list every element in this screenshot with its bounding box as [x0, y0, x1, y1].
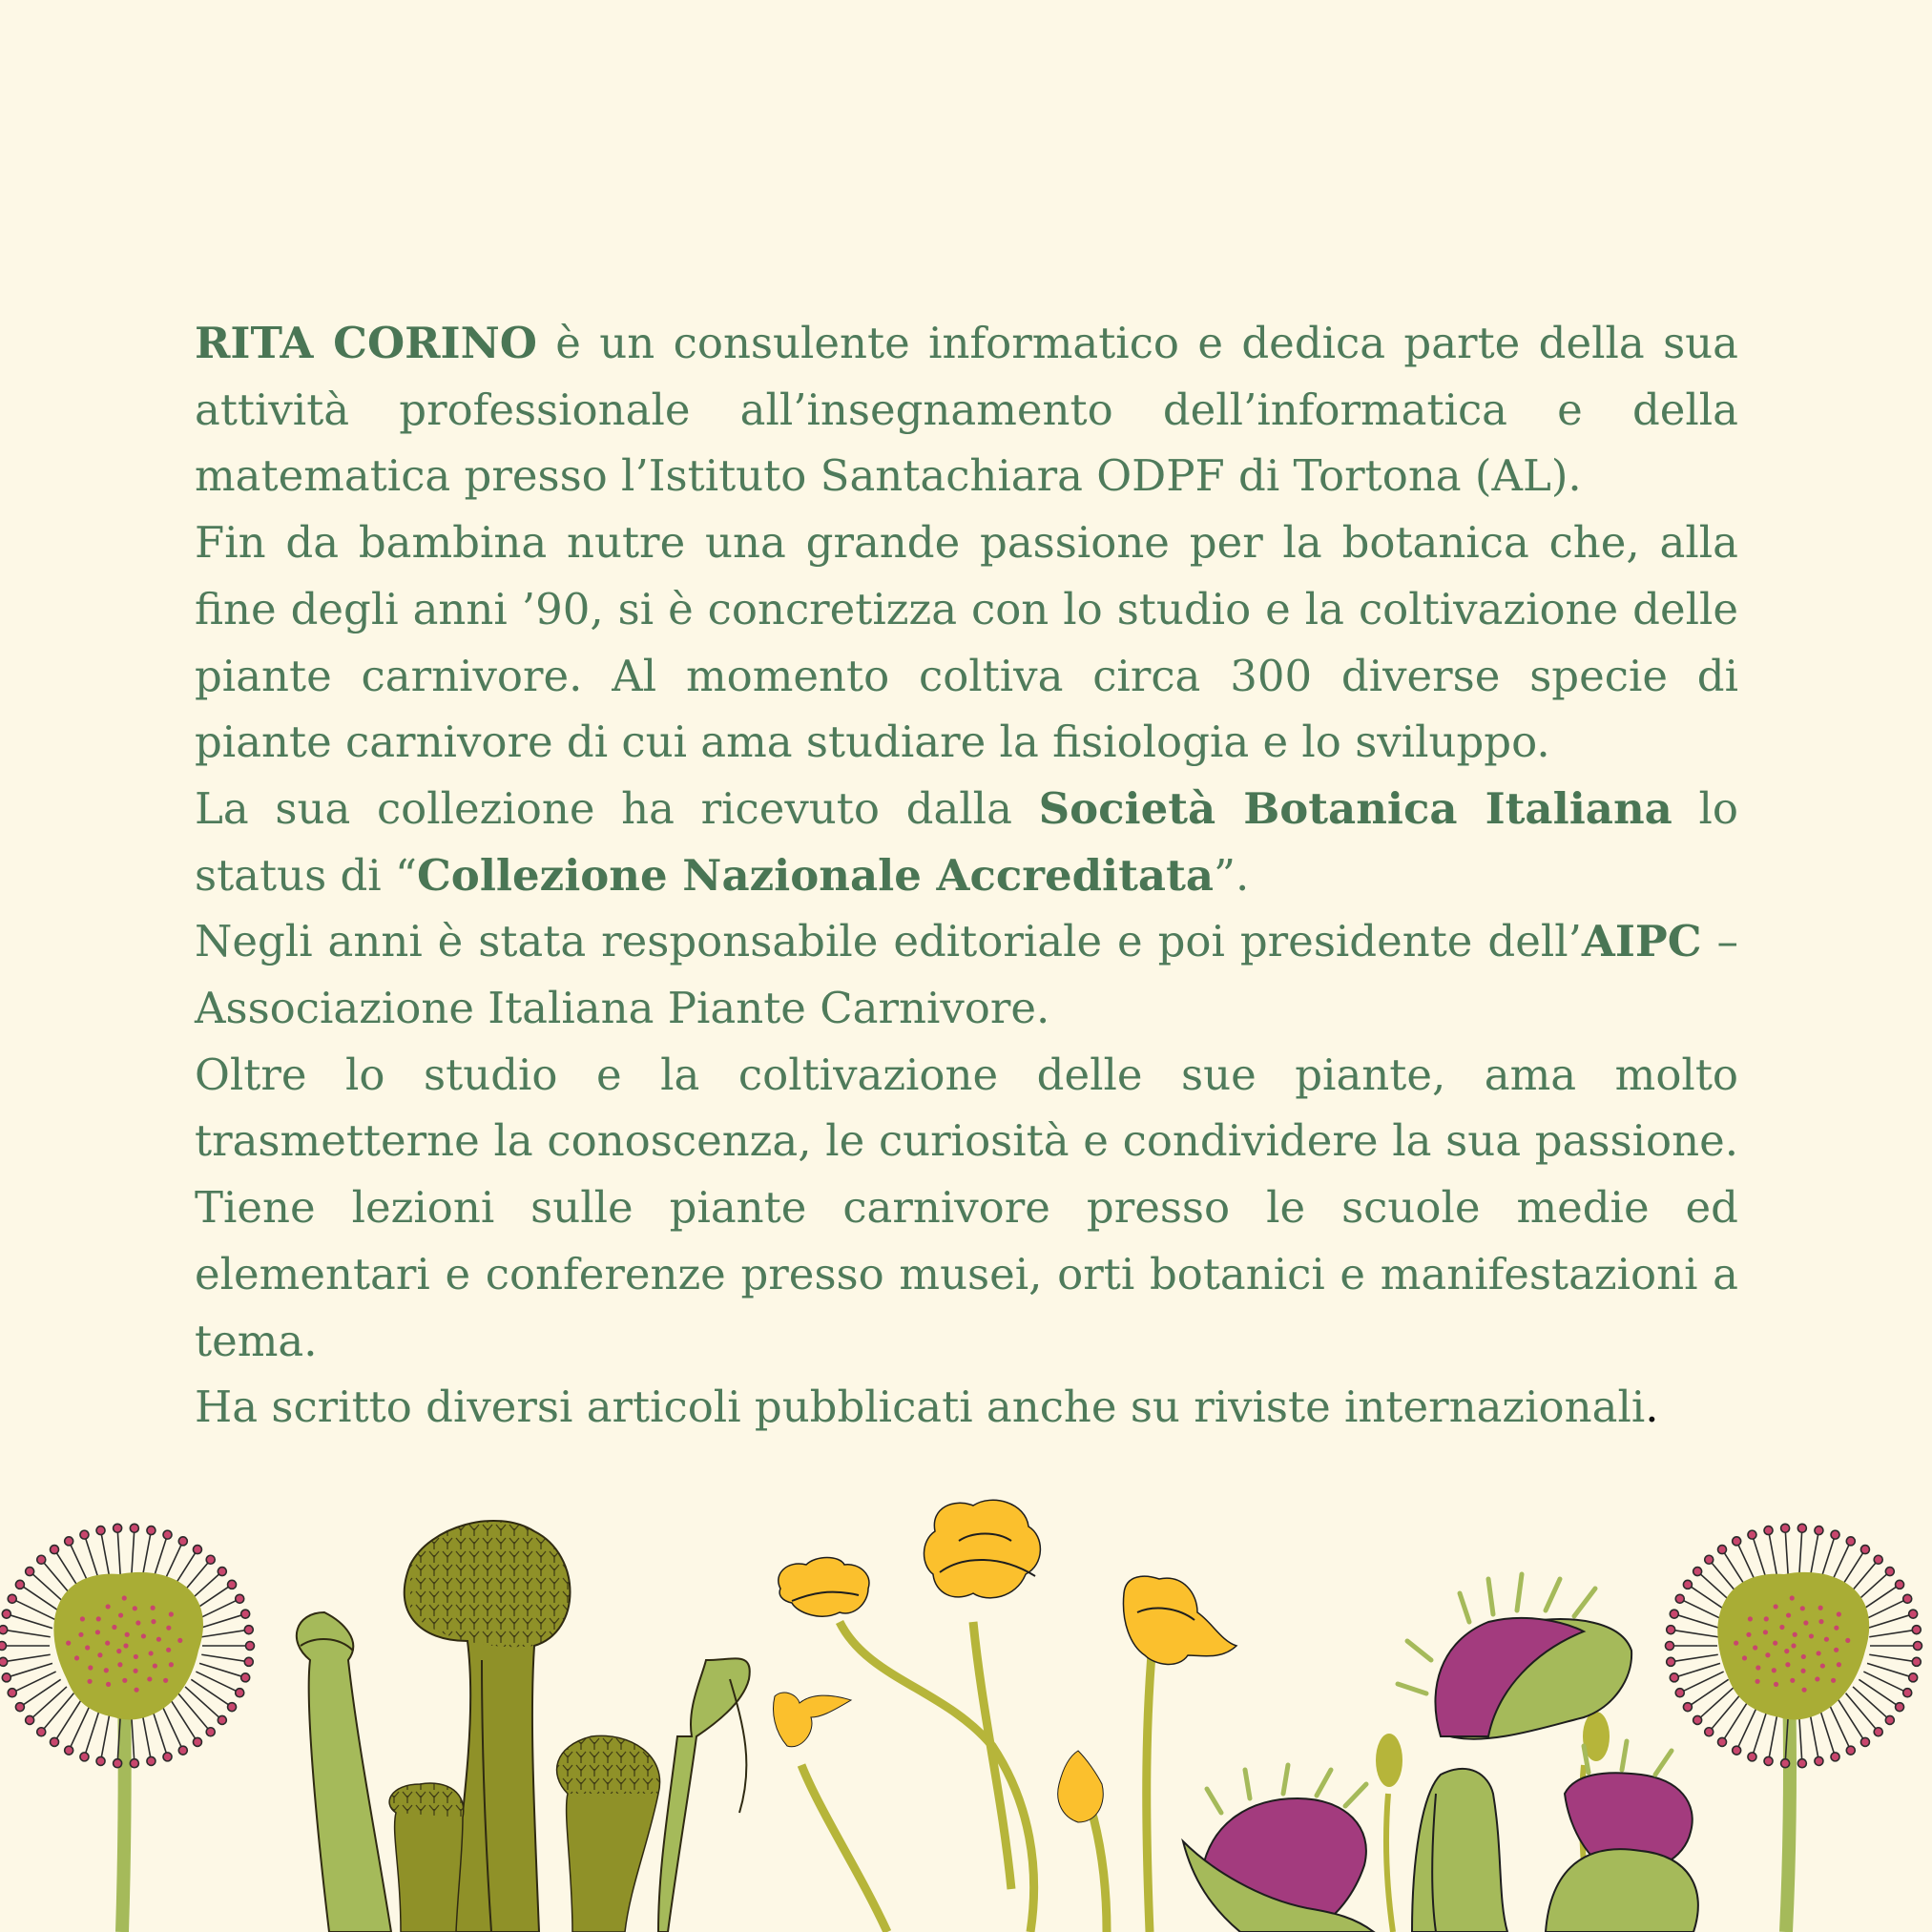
bio-paragraph-passion	[195, 509, 1738, 776]
bio-paragraph-intro	[195, 310, 1738, 509]
sundew-icon	[0, 1524, 255, 1932]
sundew-icon	[1666, 1524, 1922, 1932]
bio-paragraph-collection	[195, 776, 1738, 908]
collection-status: Collezione Nazionale Accreditata	[416, 849, 1215, 901]
articles-text: Ha scritto diversi articoli pubblicati anche su riviste internazionali	[195, 1381, 1646, 1433]
collection-text-b: lo status di “	[195, 782, 1738, 901]
aipc-text-a: Negli anni è stata responsabile editoriale e poi presidente dell’	[195, 916, 1582, 967]
venus-flytrap-icon	[1183, 1574, 1698, 1932]
passion-text: Fin da bambina nutre una grande passione per la botanica che, alla fine degli anni ’90, si è concretizza con lo studio e la coltivazione delle piante carnivore. Al momento coltiva circa 300 diverse specie di piante carnivore di cui ama studiare la fisiologia e lo sviluppo.	[195, 517, 1738, 768]
bio-paragraph-articles	[195, 1374, 1738, 1441]
author-bio	[195, 310, 1738, 1441]
butterwort-flower-icon	[774, 1500, 1236, 1932]
intro-text: è un consulente informatico e dedica parte della sua attività professionale all’insegnamento dell’informatica e della matematica presso l’Istituto Santachiara ODPF di Tortona (AL).	[195, 318, 1738, 502]
aipc-acronym: AIPC	[1581, 916, 1702, 967]
aipc-text-b: – Associazione Italiana Piante Carnivore.	[195, 916, 1738, 1034]
author-name: RITA CORINO	[195, 318, 537, 368]
pitcher-plant-icon	[297, 1521, 750, 1932]
carnivorous-plants-illustration	[0, 1488, 1932, 1932]
collection-text-c: ”.	[1214, 849, 1250, 901]
bio-paragraph-aipc	[195, 908, 1738, 1041]
teaching-text: Oltre lo studio e la coltivazione delle sue piante, ama molto trasmetterne la conoscenza, le curiosità e condividere la sua passione. Tiene lezioni sulle piante carnivore presso le scuole medie ed elementari e conferenze presso musei, orti botanici e manifestazioni a tema.	[195, 1049, 1738, 1366]
society-name: Società Botanica Italiana	[1038, 782, 1672, 834]
final-period: .	[1645, 1381, 1659, 1433]
bio-paragraph-teaching	[195, 1042, 1738, 1375]
collection-text-a: La sua collezione ha ricevuto dalla	[195, 782, 1039, 834]
